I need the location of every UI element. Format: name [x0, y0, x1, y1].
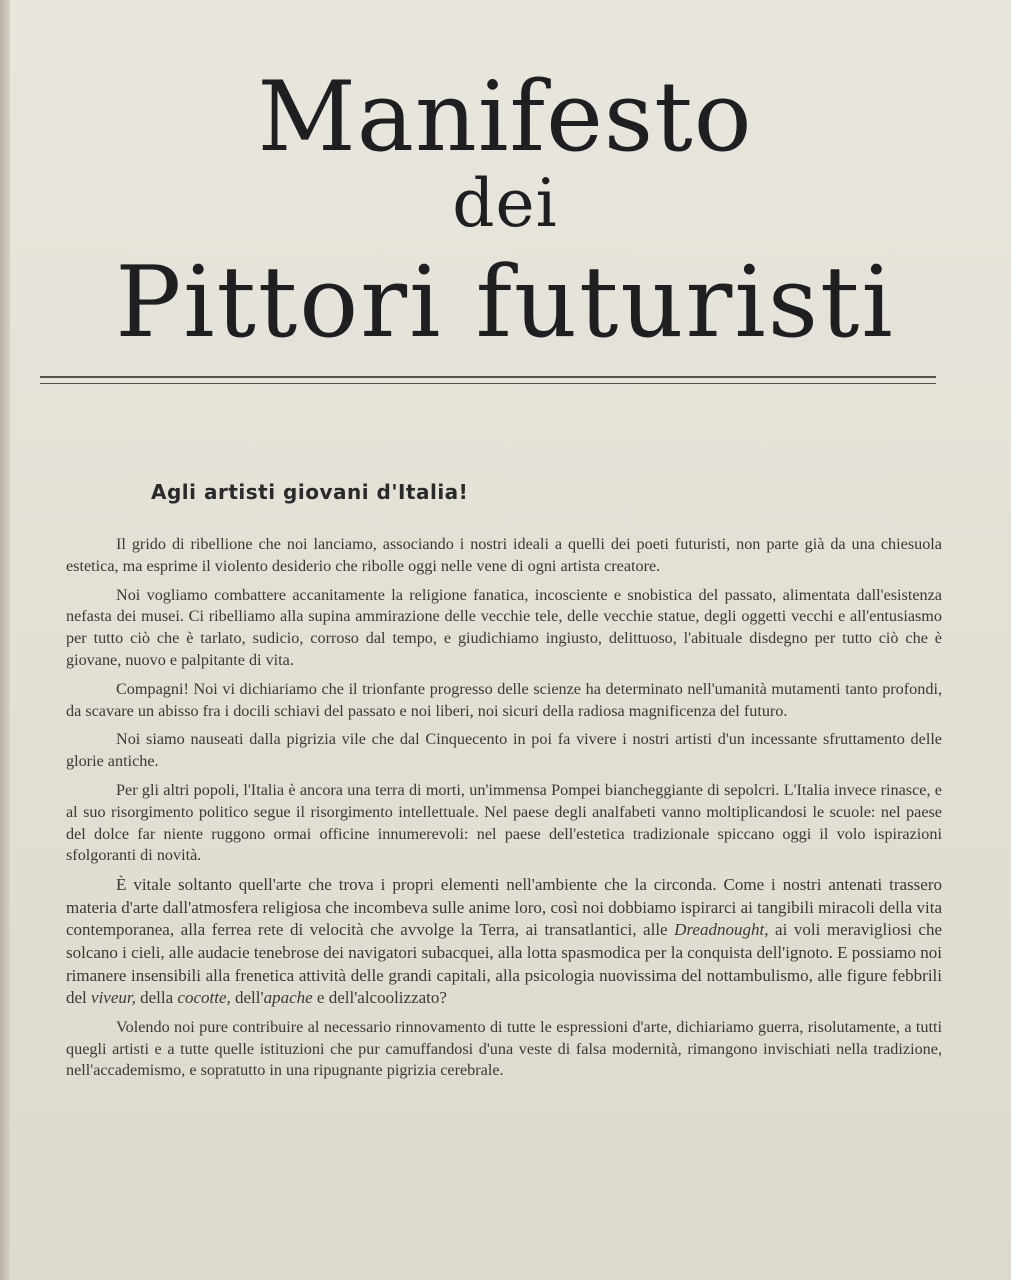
paragraph-text: e dell'alcoolizzato? [312, 988, 447, 1008]
paragraph-text: della [135, 988, 178, 1008]
italic-apache: apache [263, 988, 313, 1008]
double-rule-bottom [40, 383, 936, 384]
double-rule-top [40, 376, 936, 378]
title-manifesto: Manifesto [257, 61, 753, 173]
paragraph-vitale [66, 874, 942, 1010]
paragraph: Per gli altri popoli, l'Italia è ancora una terra di morti, un'immensa Pompei biancheggiante di sepolcri. L'Italia invece rinasce, e al suo risorgimento politico segue il risorgimento intellettuale. Nel paese degli analfabeti vanno moltiplicandosi le scuole: nel paese del dolce far niente ruggono ormai officine innumerevoli: nel paese dell'estetica tradizionale spiccano oggi il volo ispirazioni sfolgoranti di novità. [66, 780, 942, 865]
manifesto-body [66, 534, 942, 1089]
paragraph-text: È vitale soltanto quell'arte che trova i propri elementi nell'ambiente che la circonda. Come i nostri antenati trassero materia d'arte dall'atmosfera religiosa che incombeva sulle anime loro, così noi dobbiamo ispirarci ai tangibili miracoli della vita contemporanea, alla ferrea rete di velocità che avvolge la Terra, ai transatlantici, alle [66, 875, 942, 940]
paragraph-text: ai voli meravigliosi che solcano i cieli, alle audacie tenebrose dei navigatori subacquei, alla lotta spasmodica per la conquista dell'ignoto. E possiamo noi rimanere insensibili alla frenetica attività delle grandi capitali, alla psicologia nuovissima del nottambulismo, alle figure febbrili del [66, 920, 942, 1008]
italic-dreadnought: Dreadnought, [674, 920, 769, 940]
page-edge [0, 0, 10, 1280]
paragraph: Il grido di ribellione che noi lanciamo, associando i nostri ideali a quelli dei poeti futuristi, non parte già da una chiesuola estetica, ma esprime il violento desiderio che ribolle oggi nelle vene di ogni artista creatore. [66, 535, 942, 575]
italic-cocotte: cocotte, [177, 988, 231, 1008]
paragraph: Volendo noi pure contribuire al necessario rinnovamento di tutte le espressioni d'arte, dichiariamo guerra, risolutamente, a tutti quegli artisti e a tutte quelle istituzioni che pur camuffandosi d'una veste di falsa modernità, rimangono invischiati nella tradizione, nell'accademismo, e sopratutto in una ripugnante pigrizia cerebrale. [66, 1017, 942, 1080]
title-block [40, 62, 970, 362]
paragraph-text: dell' [230, 988, 264, 1008]
paragraph: Noi vogliamo combattere accanitamente la religione fanatica, incosciente e snobistica del passato, alimentata dall'esistenza nefasta dei musei. Ci ribelliamo alla supina ammirazione delle vecchie tele, delle vecchie statue, degli oggetti vecchi e all'entusiasmo per tutto ciò che è tarlato, sudicio, corroso dal tempo, e giudichiamo ingiusto, delittuoso, l'abituale disdegno per tutto ciò che è giovane, nuovo e palpitante di vita. [66, 585, 942, 669]
paragraph: Compagni! Noi vi dichiariamo che il trionfante progresso delle scienze ha determinato nell'umanità mutamenti tanto profondi, da scavare un abisso fra i docili schiavi del passato e noi liberi, noi sicuri della radiosa magnificenza del futuro. [66, 679, 942, 720]
paragraph: Noi siamo nauseati dalla pigrizia vile che dal Cinquecento in poi fa vivere i nostri artisti d'un incessante sfruttamento delle glorie antiche. [66, 730, 942, 771]
italic-viveur: viveur, [91, 988, 136, 1008]
title-pittori-futuristi: Pittori futuristi [115, 246, 895, 360]
title-dei: dei [452, 165, 558, 242]
address-heading: Agli artisti giovani d'Italia! [151, 480, 469, 504]
